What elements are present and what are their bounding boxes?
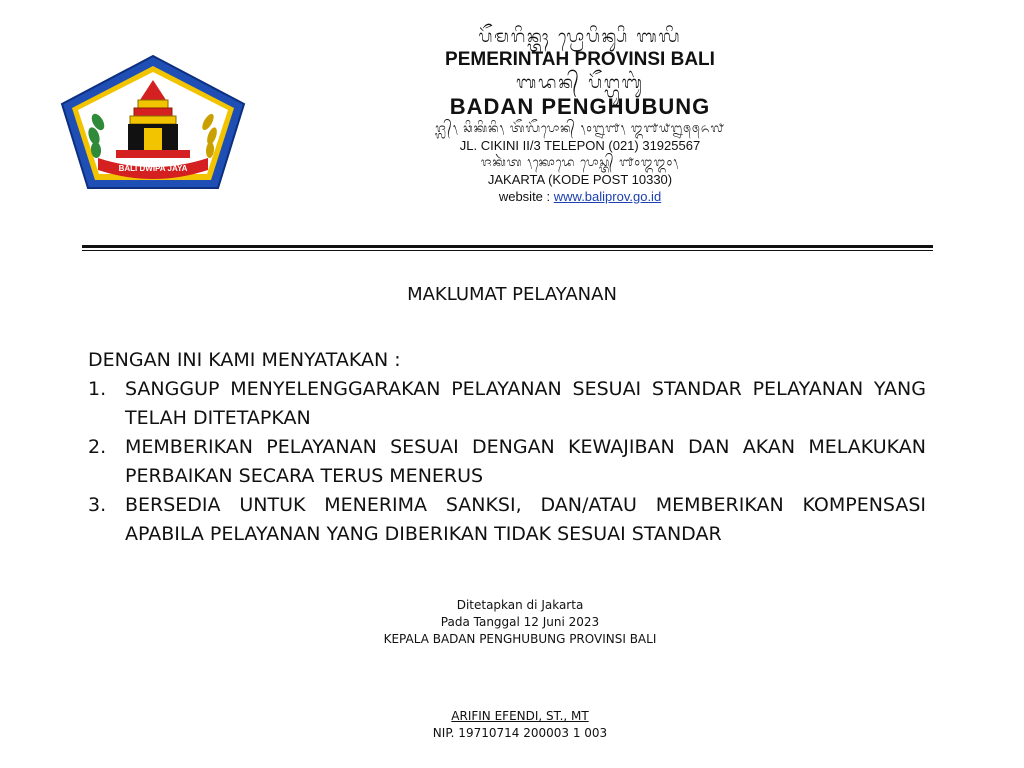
- document-body: [88, 346, 926, 549]
- balinese-script-city: ᬚᬓᬃᬢ ᭞ᬓᭀᬤᬾ ᬧᭀᬲ᭄ᬢ᭄ ᭑᭐᭓᭓᭐᭞: [480, 155, 680, 169]
- document-title: MAKLUMAT PELAYANAN: [407, 284, 617, 305]
- letterhead: [300, 26, 860, 205]
- website-link[interactable]: www.baliprov.go.id: [553, 189, 662, 204]
- signatory-name: ARIFIN EFENDI, ST., MT: [451, 709, 589, 723]
- signature-block: [260, 597, 780, 742]
- balinese-script-address: ᬚ᭄ᬮ᭄᭞ ᬘᬶᬓᬶᬦᬶ᭞ ᬢᭂᬮᭂᬧᭀᬦ᭄ ᭞᭐᭒᭑᭞ ᭓᭑᭙᭒᭕᭕᭖᭗: [435, 121, 725, 135]
- website-line: [300, 188, 860, 205]
- list-item-text: SANGGUP MENYELENGGARAKAN PELAYANAN SESUAI STANDAR PELAYANAN YANG TELAH DITETAPKAN: [125, 378, 926, 429]
- government-name: PEMERINTAH PROVINSI BALI: [445, 49, 715, 70]
- list-item-number: 2.: [88, 436, 107, 458]
- city: JAKARTA (KODE POST 10330): [487, 172, 673, 187]
- header-divider-thick: [82, 245, 933, 248]
- signature-space: [260, 648, 780, 708]
- signature-place: Ditetapkan di Jakarta: [456, 598, 584, 612]
- agency-name: BADAN PENGHUBUNG: [449, 94, 711, 119]
- signatory-position: KEPALA BADAN PENGHUBUNG PROVINSI BALI: [383, 632, 657, 646]
- address: JL. CIKINI II/3 TELEPON (021) 31925567: [459, 138, 701, 153]
- list-item-number: 1.: [88, 378, 107, 400]
- list-item: [88, 433, 926, 491]
- list-item: [88, 375, 926, 433]
- header-divider-thin: [82, 250, 933, 251]
- list-item: [88, 491, 926, 549]
- provincial-emblem-logo: [58, 52, 248, 192]
- balinese-script-agency: ᬩᬤᬦ᭄ ᬧᭂᬗ᭄ᬳᬸᬩᬸᬂ: [516, 73, 644, 93]
- balinese-script-government: ᬧᭂᬫᬭᬶᬦ᭄ᬢᬄ ᬧ᭄ᬭᭀᬧᬶᬦ᭄ᬲᬶ ᬩᬮᬶ: [478, 27, 682, 47]
- list-item-number: 3.: [88, 494, 107, 516]
- list-item-text: MEMBERIKAN PELAYANAN SESUAI DENGAN KEWAJIBAN DAN AKAN MELAKUKAN PERBAIKAN SECARA TERUS MENERUS: [125, 436, 926, 487]
- signatory-nip: NIP. 19710714 200003 1 003: [432, 726, 608, 740]
- list-item-text: BERSEDIA UNTUK MENERIMA SANKSI, DAN/ATAU MEMBERIKAN KOMPENSASI APABILA PELAYANAN YANG DIBERIKAN TIDAK SESUAI STANDAR: [125, 494, 926, 545]
- commitment-list: [88, 375, 926, 549]
- logo-motto: BALI DWIPA JAYA: [118, 164, 188, 173]
- signature-date: Pada Tanggal 12 Juni 2023: [440, 615, 600, 629]
- website-label: website :: [498, 189, 554, 204]
- intro-statement: DENGAN INI KAMI MENYATAKAN :: [88, 349, 401, 371]
